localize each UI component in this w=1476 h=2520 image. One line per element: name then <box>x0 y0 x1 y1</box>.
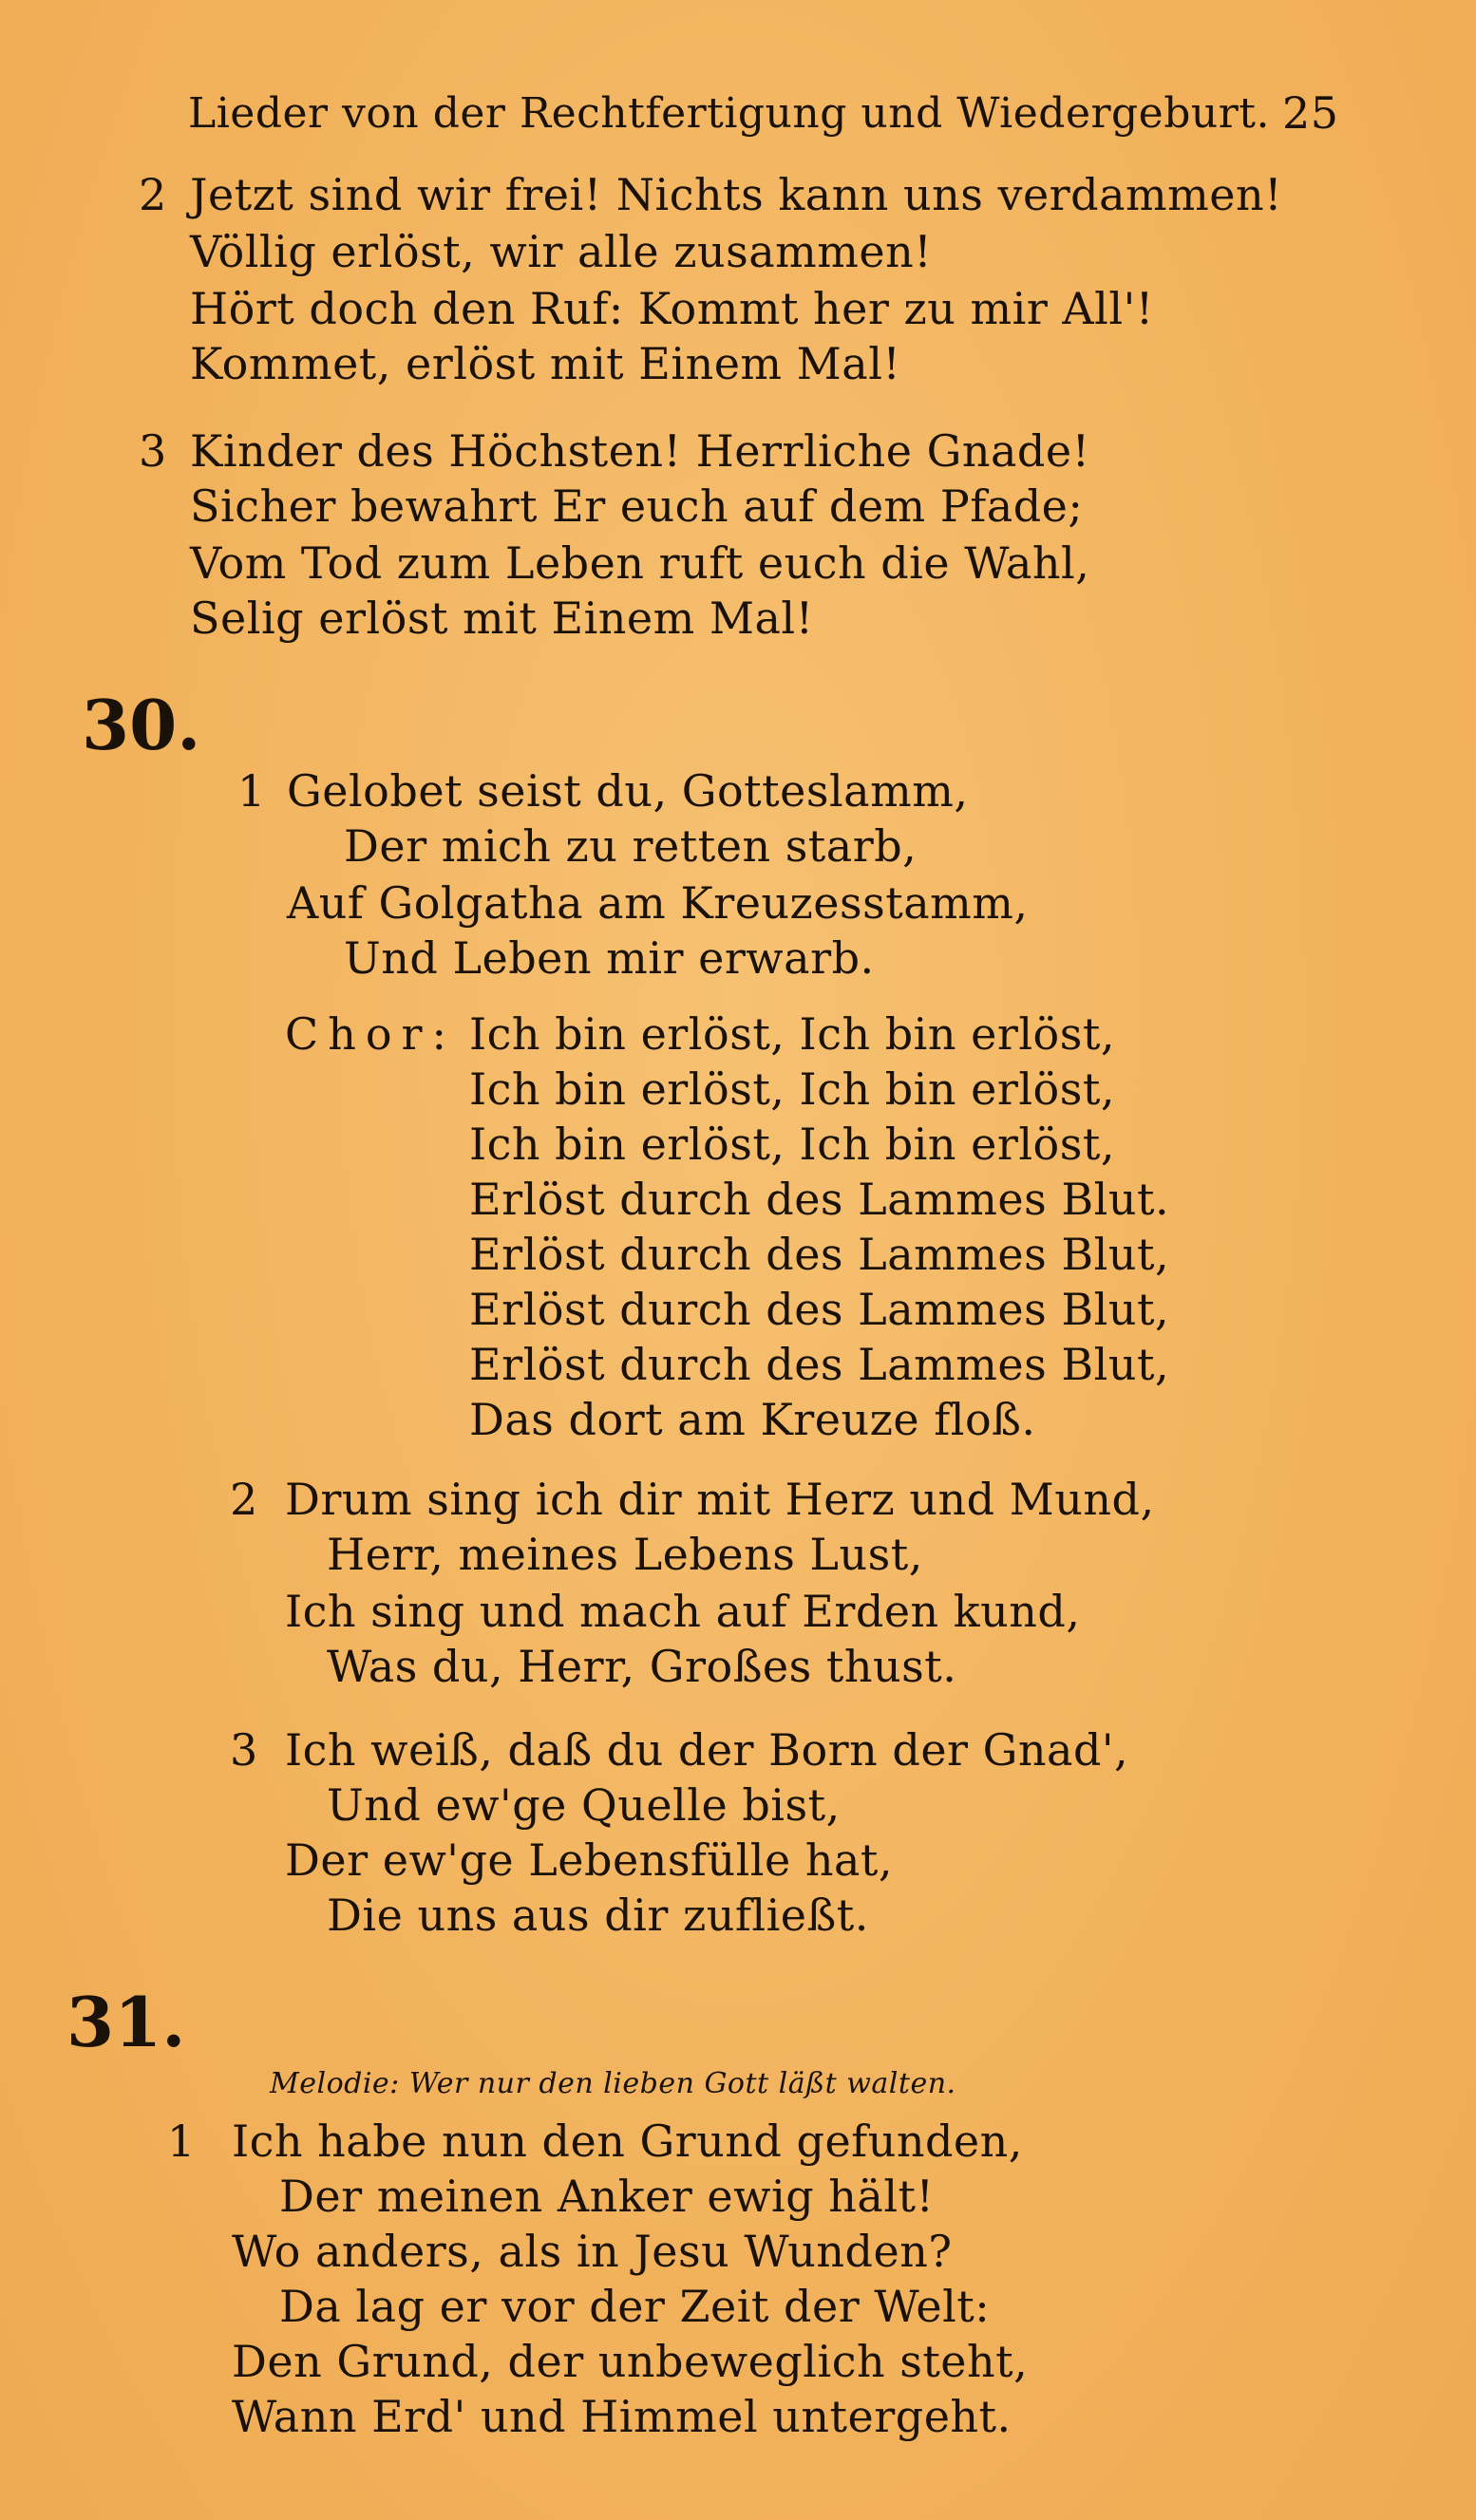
chorus-label: Chor: <box>285 1008 457 1060</box>
verse-line: Ich habe nun den Grund gefunden, <box>232 2116 1023 2167</box>
chorus-line: Ich bin erlöst, Ich bin erlöst, <box>469 1063 1115 1115</box>
chorus-line: Das dort am Kreuze floß. <box>469 1394 1036 1445</box>
verse-line: Völlig erlöst, wir alle zusammen! <box>190 226 933 277</box>
verse-line: Wann Erd' und Himmel untergeht. <box>232 2391 1012 2442</box>
verse-line: Hört doch den Ruf: Kommt her zu mir All'! <box>190 283 1154 334</box>
verse-line: Kommet, erlöst mit Einem Mal! <box>190 338 901 389</box>
hymn-number: 31. <box>66 1982 186 2062</box>
verse-line: Der mich zu retten starb, <box>344 820 918 872</box>
chorus-line: Ich bin erlöst, Ich bin erlöst, <box>469 1008 1115 1060</box>
verse-line: Selig erlöst mit Einem Mal! <box>190 592 814 644</box>
verse-line: Gelobet seist du, Gotteslamm, <box>287 765 969 817</box>
page-number: 25 <box>1282 87 1339 139</box>
chorus-line: Erlöst durch des Lammes Blut, <box>469 1339 1170 1390</box>
hymn-number: 30. <box>82 685 201 765</box>
verse-line: Jetzt sind wir frei! Nichts kann uns verdammen! <box>190 169 1283 220</box>
verse-number: 1 <box>167 2116 196 2167</box>
chorus-line: Erlöst durch des Lammes Blut, <box>469 1284 1170 1335</box>
verse-line: Und ew'ge Quelle bist, <box>327 1779 841 1831</box>
verse-number: 3 <box>230 1724 258 1776</box>
verse-line: Vom Tod zum Leben ruft euch die Wahl, <box>190 537 1090 589</box>
verse-number: 2 <box>230 1474 258 1525</box>
running-header: Lieder von der Rechtfertigung und Wiedergeburt. <box>188 89 1270 138</box>
verse-line: Ich weiß, daß du der Born der Gnad', <box>285 1724 1129 1776</box>
verse-line: Der meinen Anker ewig hält! <box>279 2171 935 2222</box>
chorus-line: Erlöst durch des Lammes Blut, <box>469 1229 1170 1280</box>
verse-line: Und Leben mir erwarb. <box>344 932 875 984</box>
verse-line: Auf Golgatha am Kreuzesstamm, <box>287 877 1029 929</box>
verse-number: 2 <box>139 169 167 220</box>
chorus-line: Erlöst durch des Lammes Blut. <box>469 1174 1170 1225</box>
verse-line: Ich sing und mach auf Erden kund, <box>285 1586 1081 1637</box>
verse-line: Den Grund, der unbeweglich steht, <box>232 2336 1029 2387</box>
verse-line: Die uns aus dir zufließt. <box>327 1890 869 1941</box>
verse-line: Was du, Herr, Großes thust. <box>327 1641 957 1692</box>
chorus-line: Ich bin erlöst, Ich bin erlöst, <box>469 1119 1115 1170</box>
verse-line: Wo anders, als in Jesu Wunden? <box>232 2226 953 2277</box>
verse-line: Kinder des Höchsten! Herrliche Gnade! <box>190 425 1090 477</box>
verse-number: 1 <box>237 765 266 817</box>
verse-line: Sicher bewahrt Er euch auf dem Pfade; <box>190 480 1084 532</box>
melody-note: Melodie: Wer nur den lieben Gott läßt walten. <box>270 2067 956 2100</box>
verse-line: Herr, meines Lebens Lust, <box>327 1529 923 1580</box>
verse-line: Da lag er vor der Zeit der Welt: <box>279 2281 991 2332</box>
verse-line: Der ew'ge Lebensfülle hat, <box>285 1834 893 1886</box>
verse-line: Drum sing ich dir mit Herz und Mund, <box>285 1474 1155 1525</box>
verse-number: 3 <box>139 425 167 477</box>
